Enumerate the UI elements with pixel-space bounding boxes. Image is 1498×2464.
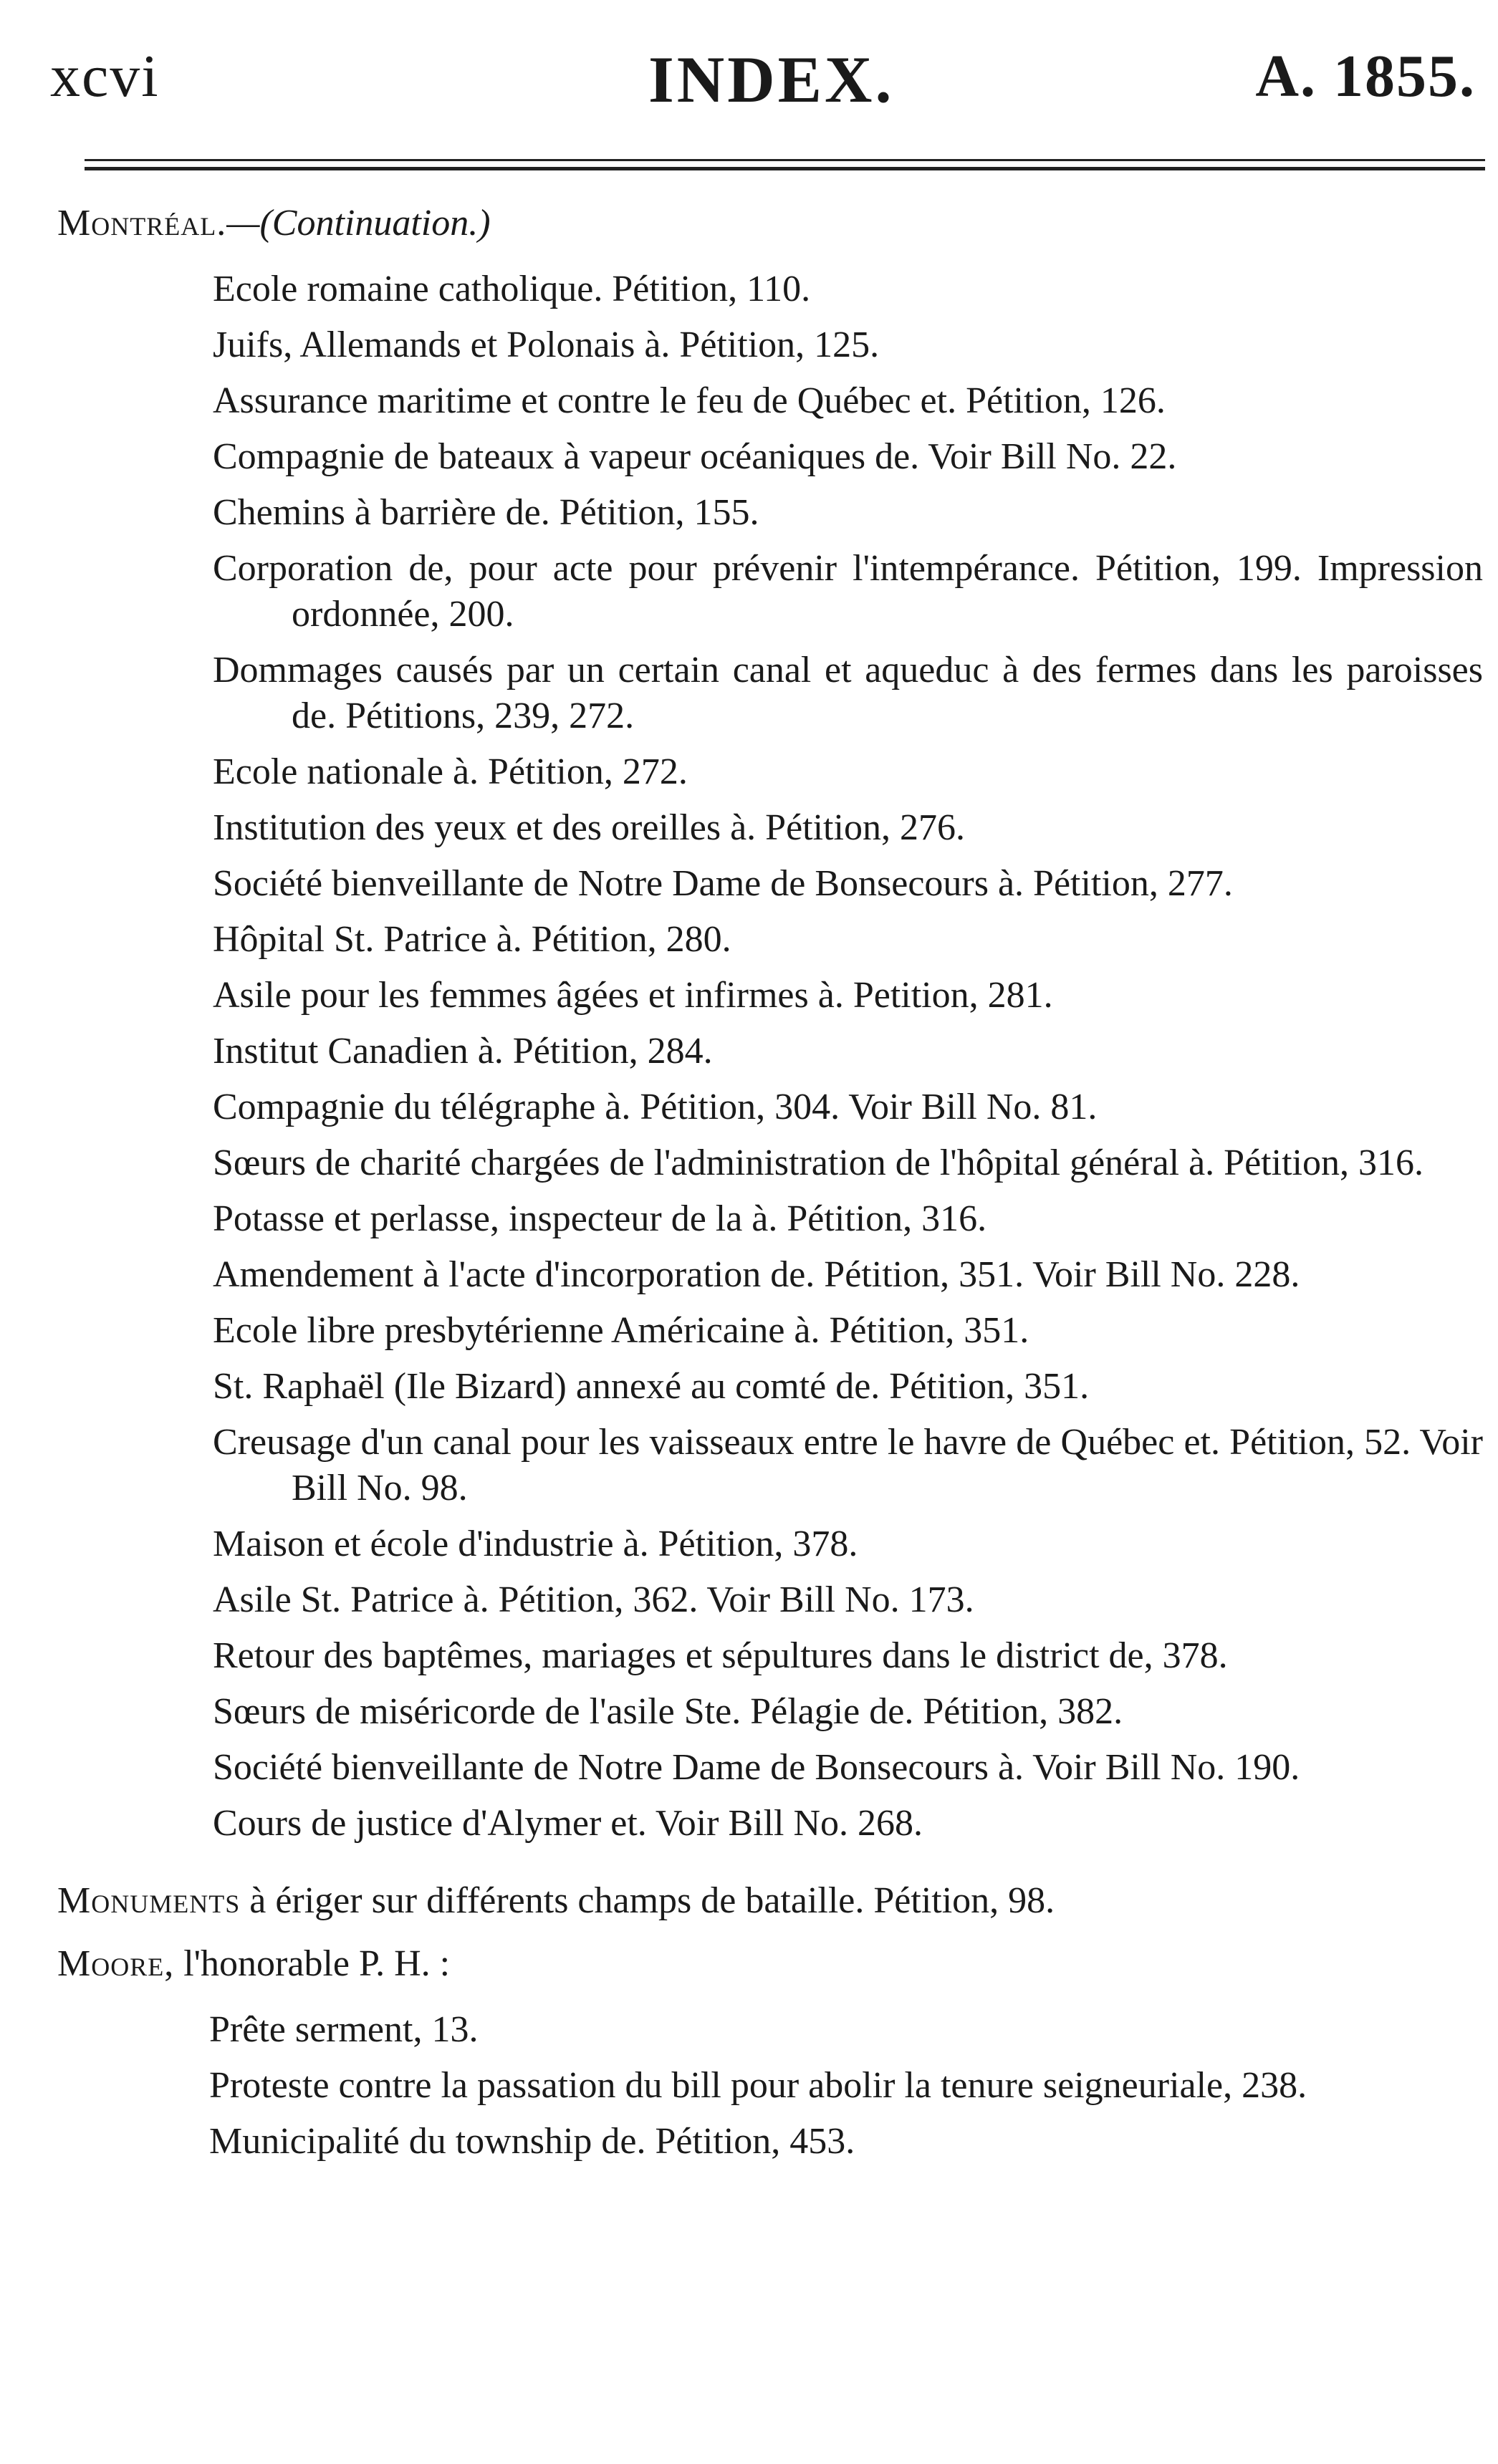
moore-entries bbox=[57, 2007, 1483, 2165]
index-entry: Potasse et perlasse, inspecteur de la à. Pétition, 316. bbox=[213, 1198, 987, 1239]
index-entry: Société bienveillante de Notre Dame de Bonsecours à. Voir Bill No. 190. bbox=[213, 1747, 1300, 1788]
index-entry: Maison et école d'industrie à. Pétition, 378. bbox=[213, 1524, 858, 1564]
index-entry: Compagnie de bateaux à vapeur océaniques de. Voir Bill No. 22. bbox=[213, 436, 1177, 477]
section-heading-moore bbox=[57, 1941, 1483, 1987]
index-entry: Institution des yeux et des oreilles à. Pétition, 276. bbox=[213, 807, 965, 848]
page-number: xcvi bbox=[50, 43, 160, 110]
header-rule-thin bbox=[85, 159, 1485, 161]
index-entry: Creusage d'un canal pour les vaisseaux entre le havre de Québec et. Pétition, 52. Voir Bill No. 98. bbox=[213, 1422, 1483, 1508]
year-label: A. 1855. bbox=[1255, 43, 1476, 110]
index-entry: Asile St. Patrice à. Pétition, 362. Voir Bill No. 173. bbox=[213, 1579, 974, 1620]
index-entry: Cours de justice d'Alymer et. Voir Bill No. 268. bbox=[213, 1803, 923, 1844]
index-entry: Sœurs de charité chargées de l'administration de l'hôpital général à. Pétition, 316. bbox=[213, 1142, 1423, 1183]
index-entry: Compagnie du télégraphe à. Pétition, 304. Voir Bill No. 81. bbox=[213, 1087, 1098, 1127]
moore-text: l'honorable P. H. : bbox=[174, 1943, 451, 1984]
moore-heading: Moore, bbox=[57, 1943, 175, 1984]
index-entry: Assurance maritime et contre le feu de Québec et. Pétition, 126. bbox=[213, 380, 1166, 421]
montreal-continuation: —(Continuation.) bbox=[226, 203, 491, 244]
index-entry: Société bienveillante de Notre Dame de Bonsecours à. Pétition, 277. bbox=[213, 863, 1233, 904]
index-entry: Institut Canadien à. Pétition, 284. bbox=[213, 1031, 713, 1072]
index-entry: Retour des baptêmes, mariages et sépultures dans le district de, 378. bbox=[213, 1635, 1228, 1676]
index-entry: Chemins à barrière de. Pétition, 155. bbox=[213, 492, 759, 533]
index-entry: Corporation de, pour acte pour prévenir l'intempérance. Pétition, 199. Impression ordonnée, 200. bbox=[213, 548, 1483, 635]
index-entry: Hôpital St. Patrice à. Pétition, 280. bbox=[213, 919, 731, 960]
index-entry: Prête serment, 13. bbox=[209, 2009, 479, 2050]
index-entry: Ecole romaine catholique. Pétition, 110. bbox=[213, 269, 811, 309]
index-entry: Juifs, Allemands et Polonais à. Pétition, 125. bbox=[213, 324, 880, 365]
header-rule-thick bbox=[85, 167, 1485, 170]
monuments-text: à ériger sur différents champs de bataille. Pétition, 98. bbox=[240, 1880, 1055, 1921]
montreal-heading: Montréal. bbox=[57, 203, 227, 244]
page-title: INDEX. bbox=[648, 43, 895, 116]
section-heading-montreal bbox=[57, 201, 1483, 246]
index-entry: Ecole nationale à. Pétition, 272. bbox=[213, 751, 688, 792]
index-entry: Amendement à l'acte d'incorporation de. Pétition, 351. Voir Bill No. 228. bbox=[213, 1254, 1300, 1295]
index-entry: Proteste contre la passation du bill pour abolir la tenure seigneuriale, 238. bbox=[209, 2065, 1307, 2106]
index-entry: St. Raphaël (Ile Bizard) annexé au comté de. Pétition, 351. bbox=[213, 1366, 1090, 1407]
index-entry: Sœurs de miséricorde de l'asile Ste. Pélagie de. Pétition, 382. bbox=[213, 1691, 1123, 1732]
index-content bbox=[57, 201, 1483, 2175]
page-header bbox=[50, 42, 1476, 127]
section-heading-monuments bbox=[57, 1878, 1483, 1924]
monuments-heading: Monuments bbox=[57, 1880, 241, 1921]
index-entry: Ecole libre presbytérienne Américaine à. Pétition, 351. bbox=[213, 1310, 1029, 1351]
index-entry: Municipalité du township de. Pétition, 453. bbox=[209, 2121, 855, 2162]
index-entry: Dommages causés par un certain canal et aqueduc à des fermes dans les paroisses de. Pétitions, 239, 272. bbox=[213, 650, 1483, 736]
index-entry: Asile pour les femmes âgées et infirmes à. Petition, 281. bbox=[213, 975, 1053, 1016]
montreal-entries bbox=[57, 266, 1483, 1847]
